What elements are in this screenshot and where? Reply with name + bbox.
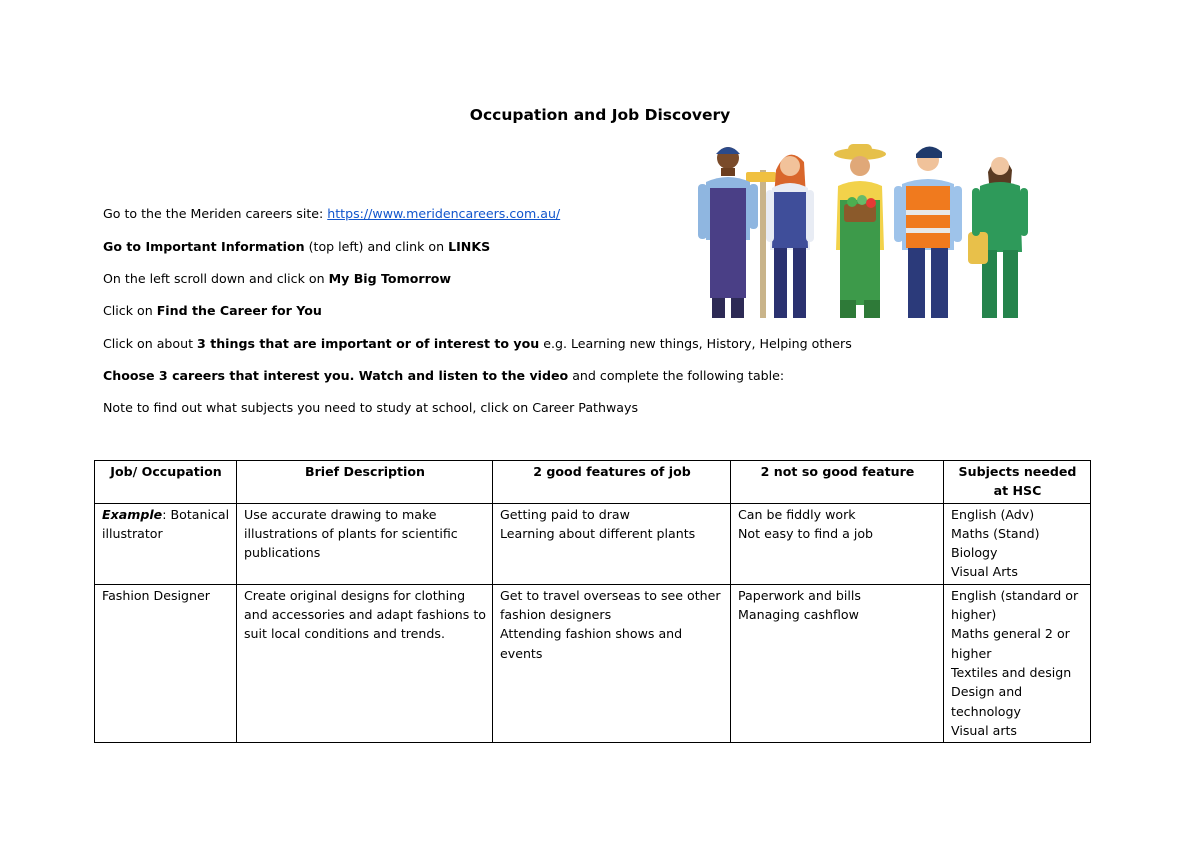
cleaner-figure bbox=[698, 147, 776, 318]
good-features-cell bbox=[493, 503, 731, 584]
instruction-text: Go to bbox=[103, 239, 146, 254]
subject: English (Adv) bbox=[951, 506, 1035, 522]
instruction-bold: Choose 3 careers that interest you. Watch and listen to the video bbox=[103, 368, 569, 383]
job-text: Fashion Designer bbox=[102, 587, 210, 603]
instruction-line-6 bbox=[103, 368, 784, 384]
subject: English (standard or higher) bbox=[951, 587, 1079, 623]
subject: Visual Arts bbox=[951, 564, 1018, 580]
header-description: Brief Description bbox=[237, 461, 493, 504]
meriden-careers-link[interactable]: https://www.meridencareers.com.au/ bbox=[327, 206, 561, 221]
bad-features-cell bbox=[731, 503, 944, 584]
instruction-line-5 bbox=[103, 336, 852, 352]
good-features-cell bbox=[493, 584, 731, 742]
workers-group-illustration bbox=[688, 140, 1028, 320]
subject: Textiles and design bbox=[951, 664, 1072, 680]
good-feature: Getting paid to draw bbox=[500, 506, 630, 522]
job-cell bbox=[95, 503, 237, 584]
description-cell bbox=[237, 584, 493, 742]
table-row bbox=[95, 503, 1091, 584]
instruction-bold: 3 things that are important or of interest to you bbox=[197, 336, 540, 351]
page-title: Occupation and Job Discovery bbox=[469, 106, 731, 124]
job-cell bbox=[95, 584, 237, 742]
instruction-text: (top left) and clink on bbox=[304, 239, 449, 254]
table-row bbox=[95, 584, 1091, 742]
bad-feature: Can be fiddly work bbox=[738, 506, 856, 522]
instruction-text: Click on about bbox=[103, 336, 198, 351]
instruction-text: Note to find out what subjects you need to study at school, click on Career Pathways bbox=[103, 400, 639, 415]
farmer-figure bbox=[834, 144, 886, 318]
job-text: : Botanical illustrator bbox=[102, 506, 230, 541]
instruction-line-1 bbox=[103, 206, 560, 222]
header-job: Job/ Occupation bbox=[95, 461, 237, 504]
table-header-row bbox=[95, 461, 1091, 504]
subject: Visual arts bbox=[951, 722, 1017, 738]
instruction-text: Go to the the Meriden careers site: bbox=[103, 206, 328, 221]
subjects-cell bbox=[944, 503, 1091, 584]
instruction-line-3 bbox=[103, 271, 451, 287]
instruction-bold: My Big Tomorrow bbox=[328, 271, 452, 286]
example-label: Example bbox=[102, 506, 163, 522]
instruction-bold: Find the Career for You bbox=[156, 303, 322, 318]
subjects-cell bbox=[944, 584, 1091, 742]
instruction-bold: LINKS bbox=[448, 239, 491, 254]
bad-feature: Paperwork and bills bbox=[738, 587, 861, 603]
subject: Maths (Stand) bbox=[951, 525, 1040, 541]
subject: Design and technology bbox=[951, 684, 1023, 719]
medical-worker-figure bbox=[968, 157, 1028, 318]
bad-feature: Not easy to find a job bbox=[738, 525, 874, 541]
good-feature: Get to travel overseas to see other fashion designers bbox=[500, 587, 721, 623]
construction-worker-figure bbox=[894, 146, 962, 318]
instruction-text: On the left scroll down and click on bbox=[103, 271, 329, 286]
bad-features-cell bbox=[731, 584, 944, 742]
description-text: Use accurate drawing to make illustrations of plants for scientific publications bbox=[244, 506, 458, 561]
career-table bbox=[94, 460, 1091, 743]
subject: Maths general 2 or higher bbox=[951, 626, 1070, 661]
bad-feature: Managing cashflow bbox=[738, 607, 859, 623]
instruction-text: e.g. Learning new things, History, Helping others bbox=[539, 336, 852, 351]
instruction-line-4 bbox=[103, 303, 322, 319]
description-cell bbox=[237, 503, 493, 584]
header-good-features: 2 good features of job bbox=[493, 461, 731, 504]
instruction-text: and complete the following table: bbox=[568, 368, 785, 383]
subject: Biology bbox=[951, 545, 998, 561]
instruction-text: Click on bbox=[103, 303, 157, 318]
header-subjects: Subjects needed at HSC bbox=[944, 461, 1091, 504]
header-bad-features: 2 not so good feature bbox=[731, 461, 944, 504]
instruction-line-2 bbox=[103, 239, 490, 255]
good-feature: Learning about different plants bbox=[500, 525, 696, 541]
instruction-line-7 bbox=[103, 400, 638, 416]
instruction-bold: Important Information bbox=[145, 239, 305, 254]
good-feature: Attending fashion shows and events bbox=[500, 626, 683, 661]
description-text: Create original designs for clothing and accessories and adapt fashions to suit local conditions and trends. bbox=[244, 587, 486, 642]
